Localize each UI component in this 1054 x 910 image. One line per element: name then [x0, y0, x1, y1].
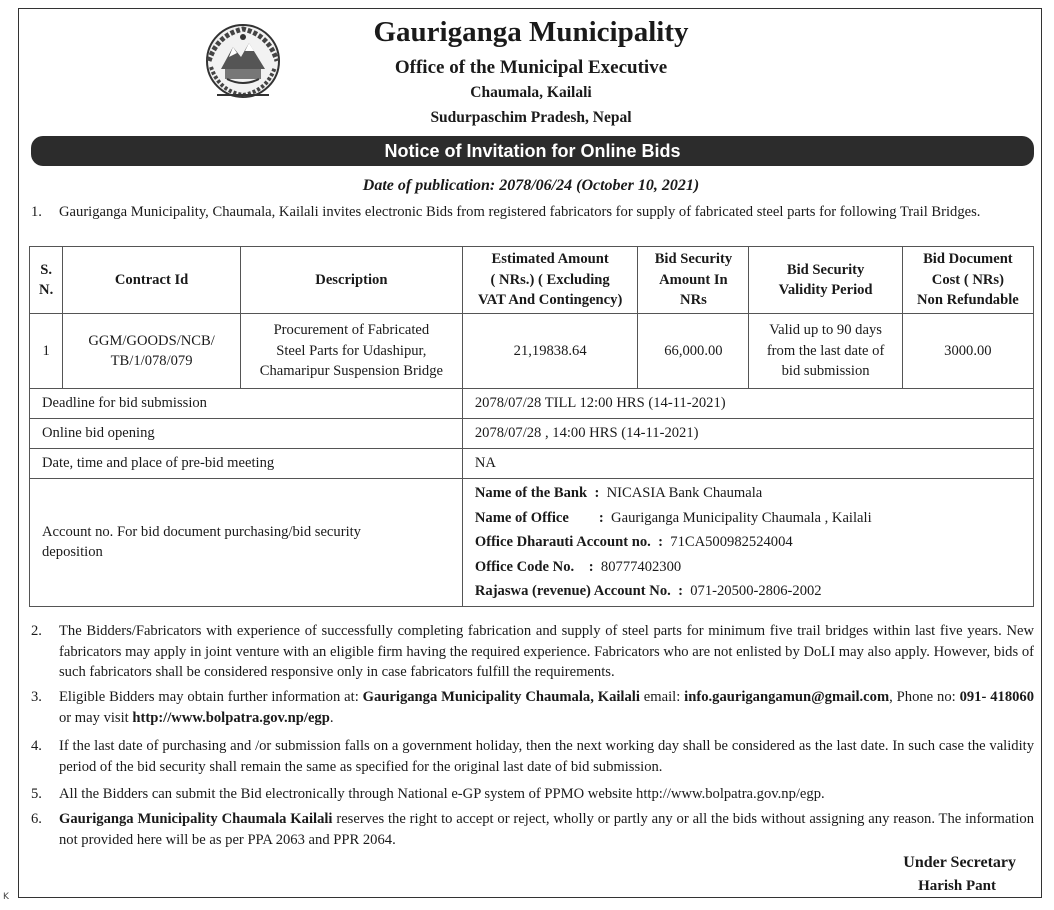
deadline-label: Deadline for bid submission [30, 389, 463, 419]
municipality-title: Gauriganga Municipality [373, 16, 689, 48]
paragraph-text: Gauriganga Municipality Chaumala Kailali reserves the right to accept or reject, wholly or partly any or all the bids without assigning any reason. The information not provided here will be as per PPA 2063 and PPR 2064. [59, 811, 1035, 848]
table-row [30, 314, 1034, 389]
opening-row [30, 419, 1034, 449]
paragraph-text: If the last date of purchasing and /or submission falls on a government holiday, then the next working day shall be considered as the last date. In such case the validity period of the bid security shall remain the same as specified for the original last date of bid submission. [59, 738, 1034, 775]
prebid-label: Date, time and place of pre-bid meeting [30, 449, 463, 479]
account-label: Account no. For bid document purchasing/bid security deposition [30, 479, 463, 607]
opening-value: 2078/07/28 , 14:00 HRS (14-11-2021) [462, 419, 1033, 449]
paragraph-2 [31, 621, 1034, 683]
prebid-row [30, 449, 1034, 479]
prebid-value: NA [462, 449, 1033, 479]
paragraph-5 [31, 784, 1034, 805]
paragraph-text: The Bidders/Fabricators with experience of successfully completing fabrication and supply of steel parts for minimum five trail bridges within last five years. New fabricators may apply in joint venture with an eligible firm having the required experience. Fabricators who are not enlisted by DoLI may also apply. However, bids of such fabricators shall be considered responsive only in case fabricators fulfill the requirements. [59, 623, 1034, 680]
bid-table [29, 246, 1034, 607]
header-security-amount: Bid Security Amount In NRs [638, 247, 749, 314]
cell-contract-id: GGM/GOODS/NCB/ TB/1/078/079 [63, 314, 241, 389]
header-estimated-amount: Estimated Amount ( NRs.) ( Excluding VAT And Contingency) [462, 247, 638, 314]
cell-security-validity: Valid up to 90 days from the last date of bid submission [749, 314, 902, 389]
contact-email[interactable]: info.gaurigangamun@gmail.com [684, 689, 890, 705]
location-line: Chaumala, Kailali [470, 84, 592, 101]
paragraph-number: 5. [31, 786, 42, 802]
paragraph-text: All the Bidders can submit the Bid electronically through National e-GP system of PPMO website http://www.bolpatra.gov.np/egp. [59, 786, 825, 802]
signatory-name: Harish Pant [918, 878, 996, 894]
paragraph-6 [31, 809, 1034, 850]
paragraph-4 [31, 736, 1034, 777]
table-header-row [30, 247, 1034, 314]
header-description: Description [240, 247, 462, 314]
deadline-value: 2078/07/28 TILL 12:00 HRS (14-11-2021) [462, 389, 1033, 419]
account-row [30, 479, 1034, 607]
header-contract-id: Contract Id [63, 247, 241, 314]
paragraph-number: 6. [31, 811, 42, 827]
paragraph-number: 1. [31, 204, 42, 220]
paragraph-text: Gauriganga Municipality, Chaumala, Kailali invites electronic Bids from registered fabricators for supply of fabricated steel parts for following Trail Bridges. [59, 204, 981, 220]
header-doc-cost: Bid Document Cost ( NRs) Non Refundable [902, 247, 1033, 314]
cell-sn: 1 [30, 314, 63, 389]
publication-date: Date of publication: 2078/06/24 (October 10, 2021) [362, 177, 700, 194]
account-details [462, 479, 1033, 607]
paragraph-1 [31, 202, 1034, 223]
notice-page [18, 8, 1042, 898]
header-security-validity: Bid Security Validity Period [749, 247, 902, 314]
notice-banner: Notice of Invitation for Online Bids [31, 136, 1034, 166]
code-line: Office Code No. : 80777402300 [474, 558, 682, 575]
opening-label: Online bid opening [30, 419, 463, 449]
paragraph-number: 2. [31, 623, 42, 639]
paragraph-text: Eligible Bidders may obtain further information at: Gauriganga Municipality Chaumala, Kailali email: info.gaurigangamun@gmail.com, Phone no: 091- 418060 or may visit http://www.bolpatra.gov.np/egp. [59, 689, 1035, 726]
office-title: Office of the Municipal Executive [394, 57, 668, 78]
contact-phone: 091- 418060 [959, 689, 1035, 705]
paragraph-number: 4. [31, 738, 42, 754]
paragraph-3 [31, 687, 1034, 728]
edge-mark: K [3, 892, 9, 902]
cell-security-amount: 66,000.00 [638, 314, 749, 389]
province-line: Sudurpaschim Pradesh, Nepal [430, 109, 632, 126]
paragraph-number: 3. [31, 689, 42, 705]
rajaswa-line: Rajaswa (revenue) Account No. : 071-20500-2806-2002 [474, 583, 822, 599]
signatory-title: Under Secretary [903, 854, 1016, 871]
bank-line: Name of the Bank : NICASIA Bank Chaumala [474, 485, 763, 501]
contact-office: Gauriganga Municipality Chaumala, Kailali [362, 689, 640, 705]
office-line: Name of Office : Gauriganga Municipality Chaumala , Kailali [474, 509, 872, 526]
header-sn: S. N. [30, 247, 63, 314]
cell-description: Procurement of Fabricated Steel Parts for Udashipur, Chamaripur Suspension Bridge [240, 314, 462, 389]
contact-url[interactable]: http://www.bolpatra.gov.np/egp [132, 709, 330, 726]
dharauti-line: Office Dharauti Account no. : 71CA500982524004 [474, 534, 793, 550]
deadline-row [30, 389, 1034, 419]
cell-doc-cost: 3000.00 [902, 314, 1033, 389]
cell-estimated-amount: 21,19838.64 [462, 314, 638, 389]
